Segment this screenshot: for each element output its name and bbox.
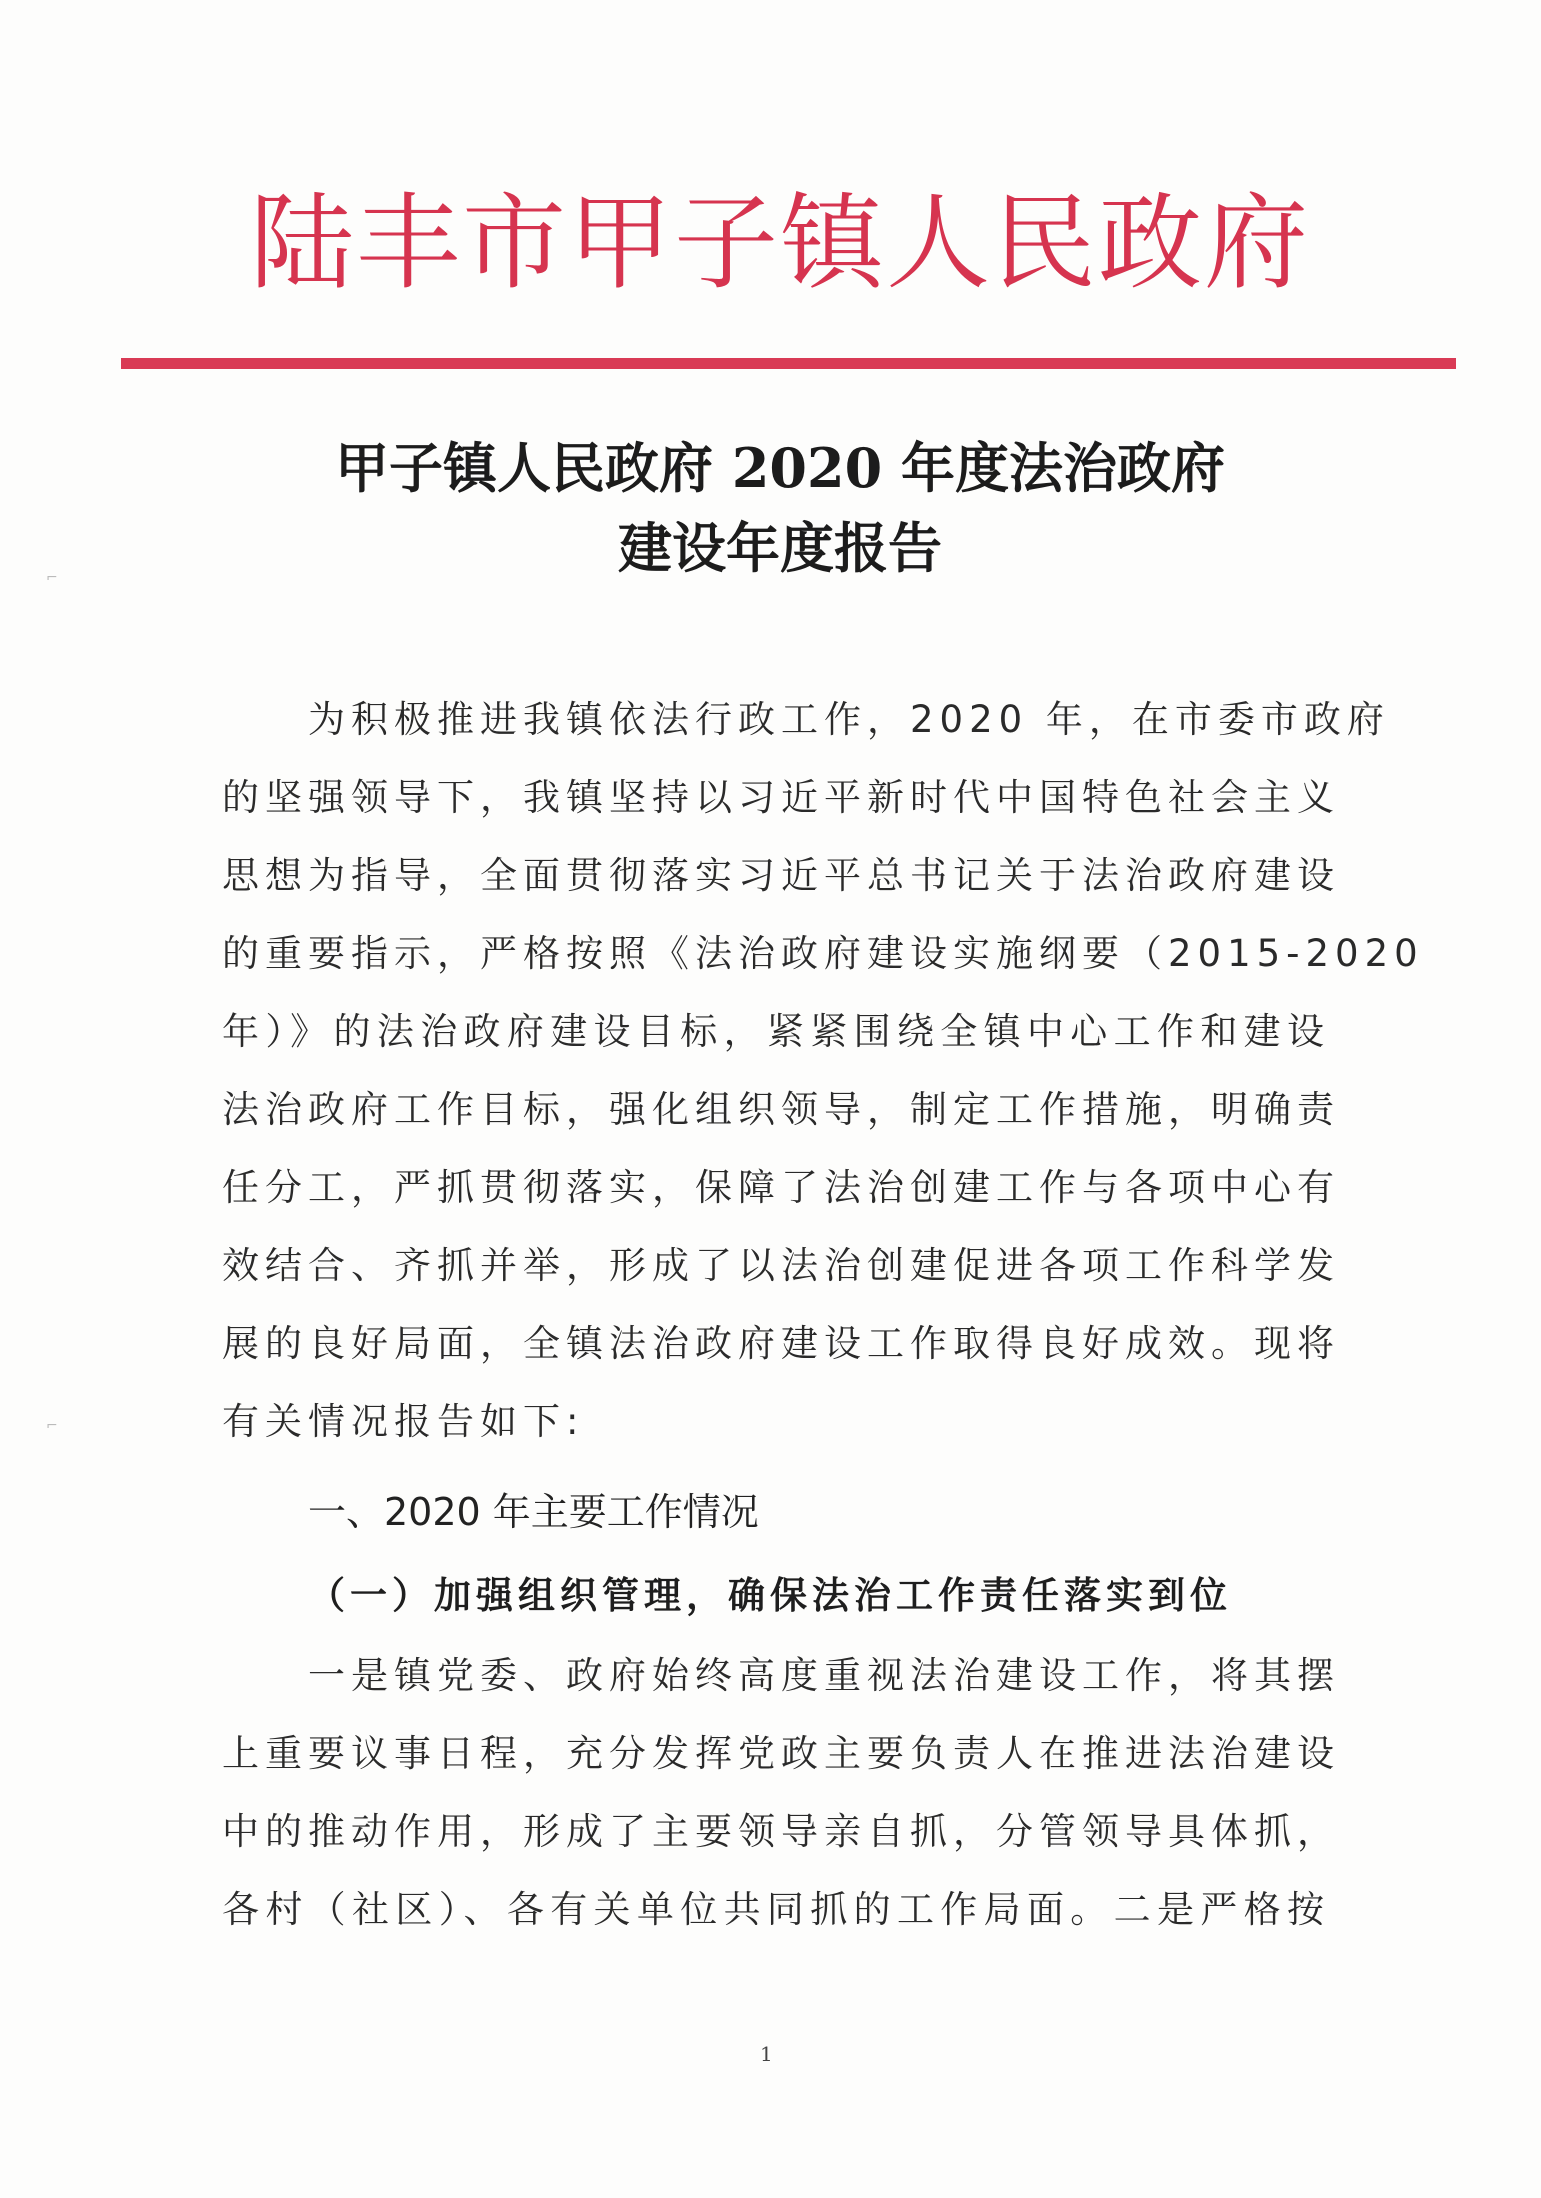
paragraph-line: 一是镇党委、政府始终高度重视法治建设工作，将其摆 xyxy=(308,1654,1340,1697)
intro-line: 有关情况报告如下: xyxy=(222,1400,585,1443)
intro-line: 年）》的法治政府建设目标，紧紧围绕全镇中心工作和建设 xyxy=(222,1010,1330,1053)
section-heading-1: 一、2020 年主要工作情况 xyxy=(308,1490,759,1534)
intro-line: 为积极推进我镇依法行政工作，2020 年，在市委市政府 xyxy=(308,698,1390,741)
page-number: 1 xyxy=(760,2042,773,2066)
paragraph-line: 上重要议事日程，充分发挥党政主要负责人在推进法治建设 xyxy=(222,1732,1340,1775)
scan-artifact: ⌐ xyxy=(46,570,58,586)
issuer-red-header: 陆丰市甲子镇人民政府 xyxy=(249,182,1310,304)
intro-line: 的重要指示，严格按照《法治政府建设实施纲要（2015-2020 xyxy=(222,932,1424,975)
paragraph-line: 中的推动作用，形成了主要领导亲自抓，分管领导具体抓， xyxy=(222,1810,1340,1853)
subsection-heading-1: （一）加强组织管理，确保法治工作责任落实到位 xyxy=(308,1573,1232,1617)
intro-line: 的坚强领导下，我镇坚持以习近平新时代中国特色社会主义 xyxy=(222,776,1340,819)
document-title-line-2: 建设年度报告 xyxy=(618,516,942,580)
intro-line: 展的良好局面，全镇法治政府建设工作取得良好成效。现将 xyxy=(222,1322,1340,1365)
intro-line: 效结合、齐抓并举，形成了以法治创建促进各项工作科学发 xyxy=(222,1244,1340,1287)
paragraph-line: 各村（社区）、各有关单位共同抓的工作局面。二是严格按 xyxy=(222,1888,1330,1931)
scan-artifact: ⌐ xyxy=(46,1418,58,1434)
red-separator-rule xyxy=(121,358,1456,369)
intro-line: 法治政府工作目标，强化组织领导，制定工作措施，明确责 xyxy=(222,1088,1340,1131)
intro-line: 思想为指导，全面贯彻落实习近平总书记关于法治政府建设 xyxy=(222,854,1340,897)
intro-line: 任分工，严抓贯彻落实，保障了法治创建工作与各项中心有 xyxy=(222,1166,1340,1209)
document-title-line-1: 甲子镇人民政府 2020 年度法治政府 xyxy=(335,436,1225,500)
